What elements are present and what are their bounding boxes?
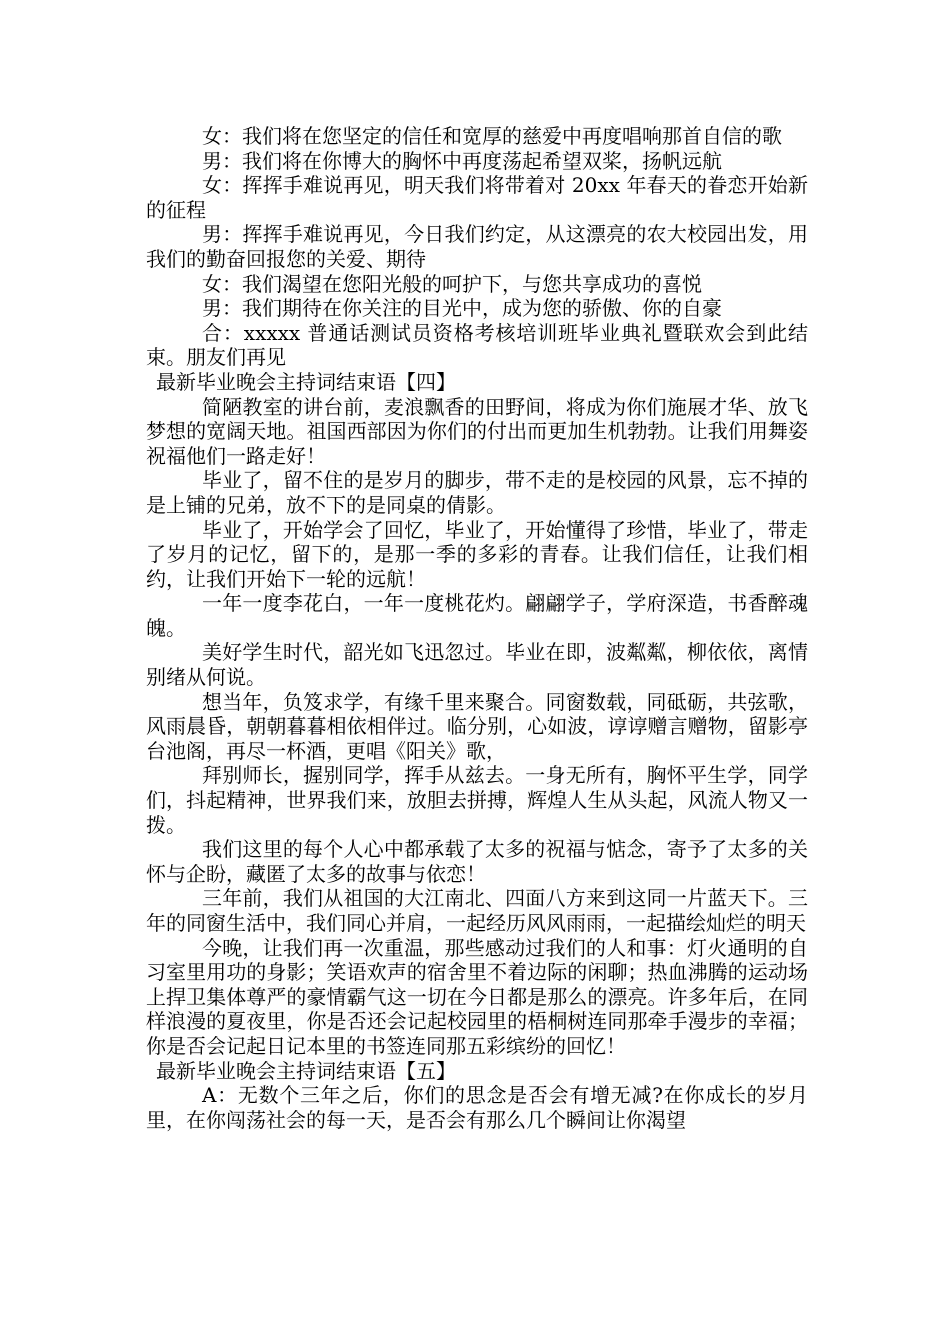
paragraph: 毕业了，留不住的是岁月的脚步，带不走的是校园的风景，忘不掉的是上铺的兄弟，放不下的是同桌的倩影。 xyxy=(146,468,808,517)
document-body xyxy=(146,124,808,1132)
paragraph: 合：xxxxx 普通话测试员资格考核培训班毕业典礼暨联欢会到此结束。朋友们再见 xyxy=(146,320,808,370)
section-heading: 最新毕业晚会主持词结束语【五】 xyxy=(156,1058,456,1083)
paragraph: 毕业了，开始学会了回忆，毕业了，开始懂得了珍惜，毕业了，带走了岁月的记忆，留下的，是那一季的多彩的青春。让我们信任，让我们相约，让我们开始下一轮的远航！ xyxy=(146,517,808,591)
paragraph: 男：我们期待在你关注的目光中，成为您的骄傲、你的自豪 xyxy=(202,296,722,321)
paragraph: 一年一度李花白，一年一度桃花灼。翩翩学子，学府深造，书香醉魂魄。 xyxy=(146,591,808,640)
paragraph: 拜别师长，握别同学，挥手从兹去。一身无所有，胸怀平生学，同学们，抖起精神，世界我们来，放胆去拼搏，辉煌人生从头起，风流人物又一拨。 xyxy=(146,763,808,837)
paragraph: 女：挥挥手难说再见，明天我们将带着对 20xx 年春天的眷恋开始新的征程 xyxy=(146,173,808,222)
paragraph: 女：我们将在您坚定的信任和宽厚的慈爱中再度唱响那首自信的歌 xyxy=(202,124,782,148)
paragraph: 女：我们渴望在您阳光般的呵护下，与您共享成功的喜悦 xyxy=(202,271,702,296)
paragraph: 今晚，让我们再一次重温，那些感动过我们的人和事：灯火通明的自习室里用功的身影；笑语欢声的宿舍里不着边际的闲聊；热血沸腾的运动场上捍卫集体尊严的豪情霸气这一切在今日都是那么的漂亮。许多年后，在同样浪漫的夏夜里，你是否还会记起校园里的梧桐树连同那牵手漫步的幸福；你是否会记起日记本里的书签连同那五彩缤纷的回忆！ xyxy=(146,935,808,1058)
section-heading: 最新毕业晚会主持词结束语【四】 xyxy=(156,369,456,394)
paragraph: 三年前，我们从祖国的大江南北、四面八方来到这同一片蓝天下。三年的同窗生活中，我们同心并肩，一起经历风风雨雨，一起描绘灿烂的明天 xyxy=(146,886,808,935)
paragraph: 我们这里的每个人心中都承载了太多的祝福与惦念，寄予了太多的关怀与企盼，藏匿了太多的故事与依恋！ xyxy=(146,837,808,886)
paragraph: 简陋教室的讲台前，麦浪飘香的田野间，将成为你们施展才华、放飞梦想的宽阔天地。祖国西部因为你们的付出而更加生机勃勃。让我们用舞姿祝福他们一路走好！ xyxy=(146,394,808,468)
paragraph: 男：挥挥手难说再见，今日我们约定，从这漂亮的农大校园出发，用我们的勤奋回报您的关爱、期待 xyxy=(146,222,808,271)
paragraph: 想当年，负笈求学，有缘千里来聚合。同窗数载，同砥砺，共弦歌，风雨晨昏，朝朝暮暮相依相伴过。临分别，心如波，谆谆赠言赠物，留影亭台池阁，再尽一杯酒，更唱《阳关》歌， xyxy=(146,689,808,763)
paragraph: 男：我们将在你博大的胸怀中再度荡起希望双桨，扬帆远航 xyxy=(202,148,722,173)
paragraph: A：无数个三年之后，你们的思念是否会有增无减?在你成长的岁月里，在你闯荡社会的每一天，是否会有那么几个瞬间让你渴望 xyxy=(146,1083,808,1132)
paragraph: 美好学生时代，韶光如飞迅忽过。毕业在即，波粼粼，柳依依，离情别绪从何说。 xyxy=(146,640,808,690)
